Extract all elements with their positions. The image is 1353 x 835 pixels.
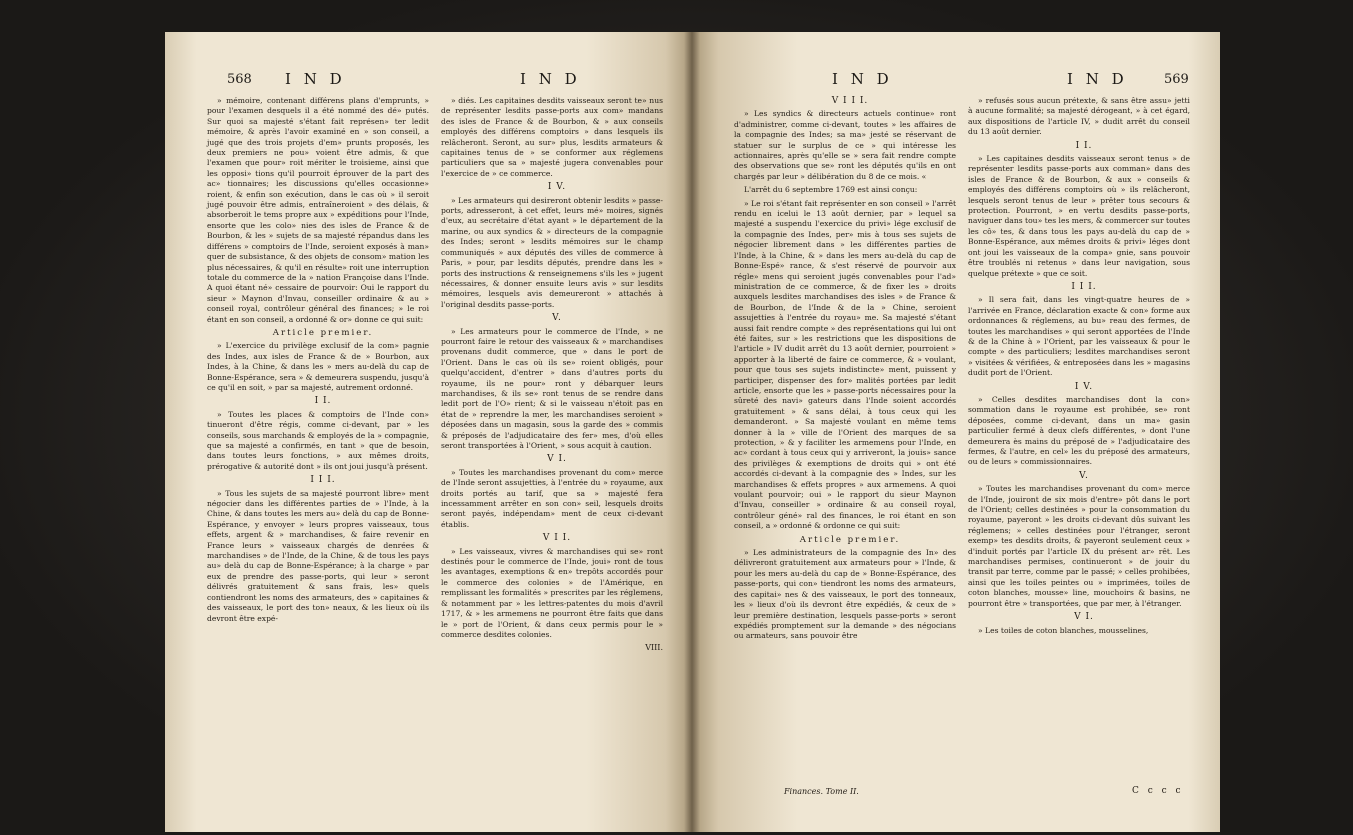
paragraph: » Toutes les marchandises provenant du com» merce de l'Inde, jouiront de six mois d'entre» pôt dans le port de l'Orient; celles destinées » pour la consommation du royaume, payeront » les droits ci-devant dûs suivant les réglemens; » celles destinées pour l'étranger, seront exemp» tes desdits droits, & payeront seulement ceux » d'induit portés par l'article IX du présent ar» rêt. Les marchandises permises, continueront » de jouir du transit par terre, comme par le passé; » celles prohibées, ainsi que les toiles peintes ou » imprimées, toiles de coton blanches, mousse» line, mouchoirs & basins, ne pourront être » transportées, que par mer, à l'étranger.: [968, 484, 1190, 608]
paragraph: » Les armateurs pour le commerce de l'Inde, » ne pourront faire le retour des vaisseaux & » marchandises provenans dudit commerce, que » dans le port de l'Orient. Dans le cas où ils se» roient obligés, pour quelqu'accident, d'entrer » dans d'autres ports du royaume, ils ne pour» ront y débarquer leurs marchandises, & ils se» ront tenus de se rendre dans ledit port de l'O» rient; & si le vaisseau n'étoit pas en état de » reprendre la mer, les marchandises seroient » déposées dans un magasin, sous la garde des » commis & préposés de l'adjudicataire des fer» mes, d'où elles seront transportées à l'Orient, » sous acquit à caution.: [441, 326, 663, 450]
running-head: I N D: [1067, 70, 1128, 88]
paragraph: » Celles desdites marchandises dont la con» sommation dans le royaume est prohibée, se» ront déposées, comme ci-devant, dans un ma» gasin particulier fermé à deux clefs différentes, » dont l'une demeurera ès mains du préposé de » l'adjudicataire des fermes, & l'autre, en cel» les du préposé des armateurs, ou de leurs » commissionnaires.: [968, 394, 1190, 467]
paragraph: » diés. Les capitaines desdits vaisseaux seront te» nus de représenter lesdits passe-ports aux com» mandans des isles de France & de Bourbon, & » aux conseils employés des différens comptoirs » dans lesquels ils relâcheront. Seront, au sur» plus, lesdits armateurs & capitaines tenus de » se conformer aux réglemens particuliers que sa » majesté jugera convenables pour l'exercice de » ce commerce.: [441, 96, 663, 178]
section-number: V.: [552, 313, 562, 324]
section-number: I I I.: [1071, 281, 1097, 292]
catchword: VIII.: [645, 643, 663, 653]
book-gutter: [684, 32, 700, 832]
section-number: V I I.: [542, 533, 572, 544]
paragraph: » Les capitaines desdits vaisseaux seront tenus » de représenter lesdits passe-ports aux comman» dans des isles de France & de Bourbon, & aux » conseils & employés des différens comptoirs où » ils relâcheront, lesquels seront tenus de leur » prêter tous secours & protection. Pourront, » en vertu desdits passe-ports, naviguer dans tou» tes les mers, & commercer sur toutes les cô» tes, & dans tous les pays au-delà du cap de » Bonne-Espérance, aux mêmes droits & privi» léges dont ont joui les vaisseaux de la compa» gnie, sans pouvoir être troublés ni retenus » dans leur navigation, sous quelque prétexte » que ce soit.: [968, 154, 1190, 278]
section-number: V.: [1079, 470, 1089, 481]
section-number: I V.: [1074, 381, 1094, 392]
article-heading: Article premier.: [799, 534, 901, 545]
page-number: 568: [227, 72, 252, 87]
paragraph: » mémoire, contenant différens plans d'emprunts, » pour l'examen desquels il a été nommé des dé» putés. Sur quoi sa majesté s'étant fait représen» ter ledit mémoire, & après l'avoir examiné en » son conseil, a jugé que des trois projets d'em» prunts proposés, les deux premiers ne pou» voient être admis, & que l'examen que pour» roit mériter le troisieme, ainsi que les opposi» tions qu'il pourroit éprouver de la part des ac» tionnaires; les discussions qu'elles occasionne» roient, & enfin son exécution, dans le cas où » il seroit jugé pouvoir être admis, entraîneroient » des délais, & absorberoit le tems propre aux » expéditions pour l'Inde, ensorte que les colo» nies des isles de France & de Bourbon, & les » sujets de sa majesté répandus dans les différens » comptoirs de l'Inde, seroient exposés à man» quer de subsistance, & des objets de consom» mation les plus nécessaires, & qu'il en résulte» roit une interruption totale du commerce de la » nation Françoise dans l'Inde. A quoi étant né» cessaire de pourvoir: Oui le rapport du sieur » Maynon d'Invau, conseiller ordinaire & au » conseil royal, contrôleur général des finances; » le roi étant en son conseil, a ordonné & or» donne ce qui suit:: [207, 96, 429, 324]
paragraph: » Toutes les marchandises provenant du com» merce de l'Inde seront assujetties, à l'entrée du » royaume, aux droits portés au tarif, que sa » majesté fera incessamment arrêter en son con» seil, lesquels droits seront payés, indépendam» ment de ceux ci-devant établis.: [441, 467, 663, 529]
section-number: I I I.: [310, 475, 336, 486]
paragraph: » Les administrateurs de la compagnie des In» des délivreront gratuitement aux armateurs pour » l'Inde, & pour les mers au-delà du cap de » Bonne-Espérance, des passe-ports, qui con» tiendront les noms des armateurs, des capitai» nes & des vaisseaux, le port des tonneaux, les » lieux d'où ils devront être expédiés, & ceux de » leur première destination, lesquels passe-ports » seront expédiés promptement sur la demande » des négocians ou armateurs, sans pouvoir être: [734, 548, 956, 641]
running-head: I N D: [520, 70, 581, 88]
text-column-1: [207, 96, 429, 627]
paragraph: L'arrêt du 6 septembre 1769 est ainsi conçu:: [744, 185, 918, 195]
running-head: I N D: [832, 70, 893, 88]
article-heading: Article premier.: [272, 327, 374, 338]
printer-signature: Finances. Tome II.: [784, 787, 859, 796]
paragraph: » Toutes les places & comptoirs de l'Inde con» tinueront d'être régis, comme ci-devant, par » les conseils, sous marchands & employés de la » compagnie, que sa majesté a confirmés, en tant » que de besoin, dans toutes leurs fonctions, » aux mêmes droits, prérogative & autorité dont » ils ont joui jusqu'à présent.: [207, 409, 429, 471]
book-spread: [165, 32, 1220, 832]
section-number: V I I I.: [831, 96, 869, 106]
running-head: I N D: [285, 70, 346, 88]
text-column-2: [441, 96, 663, 657]
paragraph: » Les armateurs qui desireront obtenir lesdits » passe-ports, adresseront, à cet effet, leurs mé» moires, signés d'eux, au secrétaire d'état ayant » le département de la marine, ou aux syndics & » directeurs de la compagnie des Indes; seront » lesdits mémoires sur le champ communiqués » aux députés des villes de commerce à Paris, » pour, par lesdits députés, prendre dans les » ports des instructions & renseignemens s'ils les » jugent nécessaires, & donner ensuite leurs avis » sur lesdits mémoires, lesquels avis demeureront » attachés à l'original desdits passe-ports.: [441, 195, 663, 309]
paragraph: » Les toiles de coton blanches, mousselines,: [978, 625, 1149, 635]
section-number: V I.: [547, 454, 567, 465]
paragraph: » L'exercice du privilège exclusif de la com» pagnie des Indes, aux isles de France & de » Bourbon, aux Indes, à la Chine, & dans les » mers au-delà du cap de Bonne-Espérance, sera » & demeurera suspendu, jusqu'à ce qu'il en soit, » par sa majesté, autrement ordonné.: [207, 341, 429, 392]
section-number: I I.: [1075, 140, 1093, 151]
paragraph: » Le roi s'étant fait représenter en son conseil » l'arrêt rendu en icelui le 13 août dernier, par » lequel sa majesté a suspendu l'exercice du privi» lége exclusif de la compagnie des Indes, per» mis à tous ses sujets de négocier librement dans » les différentes parties de l'Inde, à la Chine, & » dans les mers au-delà du cap de Bonne-Espé» rance, & s'est réservé de pourvoir aux régle» mens qui seroient jugés convenables pour l'ad» ministration de ce commerce, & de fixer les » droits auxquels lesdites marchandises des isles » de France & de Bourbon, de l'Inde & de la » Chine, seroient assujetties à l'entrée du royau» me. Sa majesté s'étant aussi fait rendre compte » des représentations qui lui ont été faites, sur » les restrictions que les dispositions de l'article » IV dudit arrêt du 13 août dernier, pourroient » apporter à la liberté de faire ce commerce, & » voulant, pour que tous ses sujets indistincte» ment, puissent y participer, dispenser des for» malités portées par ledit article, ensorte que les » passe-ports nécessaires pour la sûreté des navi» gateurs dans l'Inde soient accordés gratuitement » & sans délai, à tous ceux qui les demanderont. » Sa majesté voulant en même tems donner à la » ville de l'Orient des marques de sa protection, » & y faciliter les armemens pour l'Inde, en ac» cordant à tous ceux qui y arriveront, la jouis» sance des privilèges & exemptions de droits qui » ont été accordés ci-devant à la compagnie des » Indes, sur les marchandises & effets propres » aux armemens. A quoi voulant pourvoir; oui » le rapport du sieur Maynon d'Invau, conseiller » ordinaire & au conseil royal, contrôleur géné» ral des finances, le roi étant en son conseil, a » ordonné & ordonne ce qui suit:: [734, 198, 956, 531]
right-page: [692, 32, 1220, 832]
section-number: V I.: [1074, 612, 1094, 623]
gathering-mark: C c c c: [1132, 786, 1184, 796]
paragraph: » refusés sous aucun prétexte, & sans être assu» jetti à aucune formalité; sa majesté dérogeant, » à cet égard, aux dispositions de l'article IV, » dudit arrêt du conseil du 13 août dernier.: [968, 96, 1190, 137]
paragraph: » Il sera fait, dans les vingt-quatre heures de » l'arrivée en France, déclaration exacte & con» forme aux ordonnances & réglemens, au bu» reau des fermes, de toutes les marchandises » qui seront apportées de l'Inde & de la Chine à » l'Orient, par les vaisseaux & pour le compte » des particuliers; lesdites marchandises seront » visitées & vérifiées, & entreposées dans les » magasins dudit port de l'Orient.: [968, 295, 1190, 378]
section-number: I I.: [314, 396, 332, 407]
page-number: 569: [1164, 72, 1189, 87]
left-page: [165, 32, 692, 832]
paragraph: » Les vaisseaux, vivres & marchandises qui se» ront destinés pour le commerce de l'Inde, joui» ront de tous les avantages, exemptions & en» trepôts accordés pour le commerce des colonies » de l'Amérique, en remplissant les formalités » prescrites par les réglemens, & notamment par » les lettres-patentes du mois d'avril 1717, & » les armemens ne pourront être faits que dans le » port de l'Orient, & dans ceux permis pour le » commerce desdites colonies.: [441, 546, 663, 639]
text-column-3: [734, 96, 956, 645]
text-column-4: [968, 96, 1190, 639]
paragraph: » Tous les sujets de sa majesté pourront libre» ment négocier dans les différentes parties de » l'Inde, à la Chine, & dans toutes les mers au» delà du cap de Bonne-Espérance, y envoyer » leurs propres vaisseaux, tous effets, argent & » marchandises, & faire revenir en France leurs » vaisseaux chargés de denrées & marchandises » de l'Inde, de la Chine, & de tous les pays au» delà du cap de Bonne-Espérance; à la charge » par eux de prendre des passe-ports, qui leur » seront délivrés gratuitement & sans frais, les» quels contiendront les noms des armateurs, des » capitaines & des vaisseaux, le port des ton» neaux, & les lieux où ils devront être expé-: [207, 488, 429, 623]
paragraph: » Les syndics & directeurs actuels continue» ront d'administrer, comme ci-devant, toutes » les affaires de la compagnie des Indes; sa ma» jesté se réservant de statuer sur le surplus de ce » qui intéresse les actionnaires, après qu'elle se » sera fait rendre compte des observations que se» ront les députés qu'ils en ont chargés par leur » délibération du 8 de ce mois. «: [734, 109, 956, 181]
section-number: I V.: [547, 182, 567, 193]
